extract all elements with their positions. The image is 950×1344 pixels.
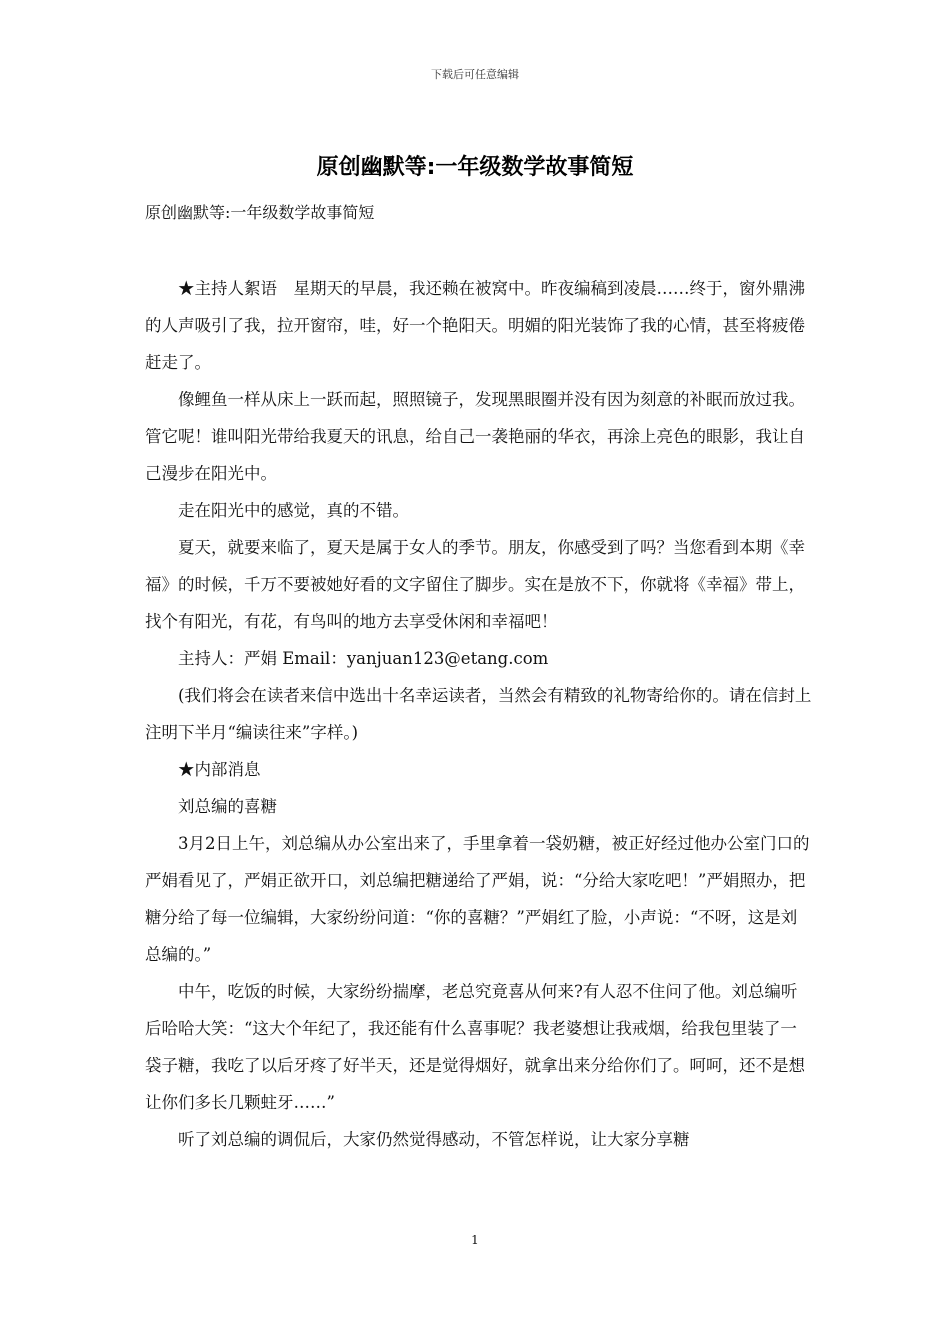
page-number: 1 [471, 1233, 479, 1247]
page-header: 下载后可任意编辑 [431, 68, 519, 81]
document-body [145, 270, 813, 1158]
paragraph-lunch: 中午，吃饭的时候，大家纷纷揣摩，老总究竟喜从何来?有人忍不住问了他。刘总编听后哈哈大笑：“这大个年纪了，我还能有什么喜事呢？我老婆想让我戒烟，给我包里装了一袋子糖，我吃了以后牙疼了好半天，还是觉得烟好，就拿出来分给你们了。呵呵，还不是想让你们多长几颗蛀牙……” [145, 982, 805, 1112]
paragraph-host-intro: ★主持人絮语 星期天的早晨，我还赖在被窝中。昨夜编稿到凌晨……终于，窗外鼎沸的人声吸引了我，拉开窗帘，哇，好一个艳阳天。明媚的阳光装饰了我的心情，甚至将疲倦赶走了。 [145, 279, 805, 372]
paragraph-host-contact: 主持人：严娟 Email：yanjuan123@etang.com [178, 649, 549, 668]
paragraph-reader-note: (我们将会在读者来信中选出十名幸运读者，当然会有精致的礼物寄给你的。请在信封上注明下半月“编读往来”字样。) [145, 686, 812, 742]
document-title: 原创幽默等:一年级数学故事简短 [316, 155, 634, 180]
section-heading-internal-news: ★内部消息 [178, 760, 261, 779]
paragraph-closing: 听了刘总编的调侃后，大家仍然觉得感动，不管怎样说，让大家分享糖 [178, 1130, 690, 1149]
story-title: 刘总编的喜糖 [178, 797, 277, 816]
document-subtitle: 原创幽默等:一年级数学故事简短 [145, 203, 375, 222]
paragraph-summer: 夏天，就要来临了，夏天是属于女人的季节。朋友，你感受到了吗？当您看到本期《幸福》的时候，千万不要被她好看的文字留住了脚步。实在是放不下，你就将《幸福》带上，找个有阳光，有花，有鸟叫的地方去享受休闲和幸福吧！ [145, 538, 805, 631]
paragraph-candy-story: 3月2日上午，刘总编从办公室出来了，手里拿着一袋奶糖，被正好经过他办公室门口的严娟看见了，严娟正欲开口，刘总编把糖递给了严娟，说：“分给大家吃吧！”严娟照办，把糖分给了每一位编辑，大家纷纷问道：“你的喜糖？”严娟红了脸，小声说：“不呀，这是刘总编的。” [145, 834, 810, 964]
paragraph-mirror: 像鲤鱼一样从床上一跃而起，照照镜子，发现黑眼圈并没有因为刻意的补眠而放过我。管它呢！谁叫阳光带给我夏天的讯息，给自己一袭艳丽的华衣，再涂上亮色的眼影，我让自己漫步在阳光中。 [145, 390, 805, 483]
paragraph-sunshine: 走在阳光中的感觉，真的不错。 [178, 501, 409, 520]
